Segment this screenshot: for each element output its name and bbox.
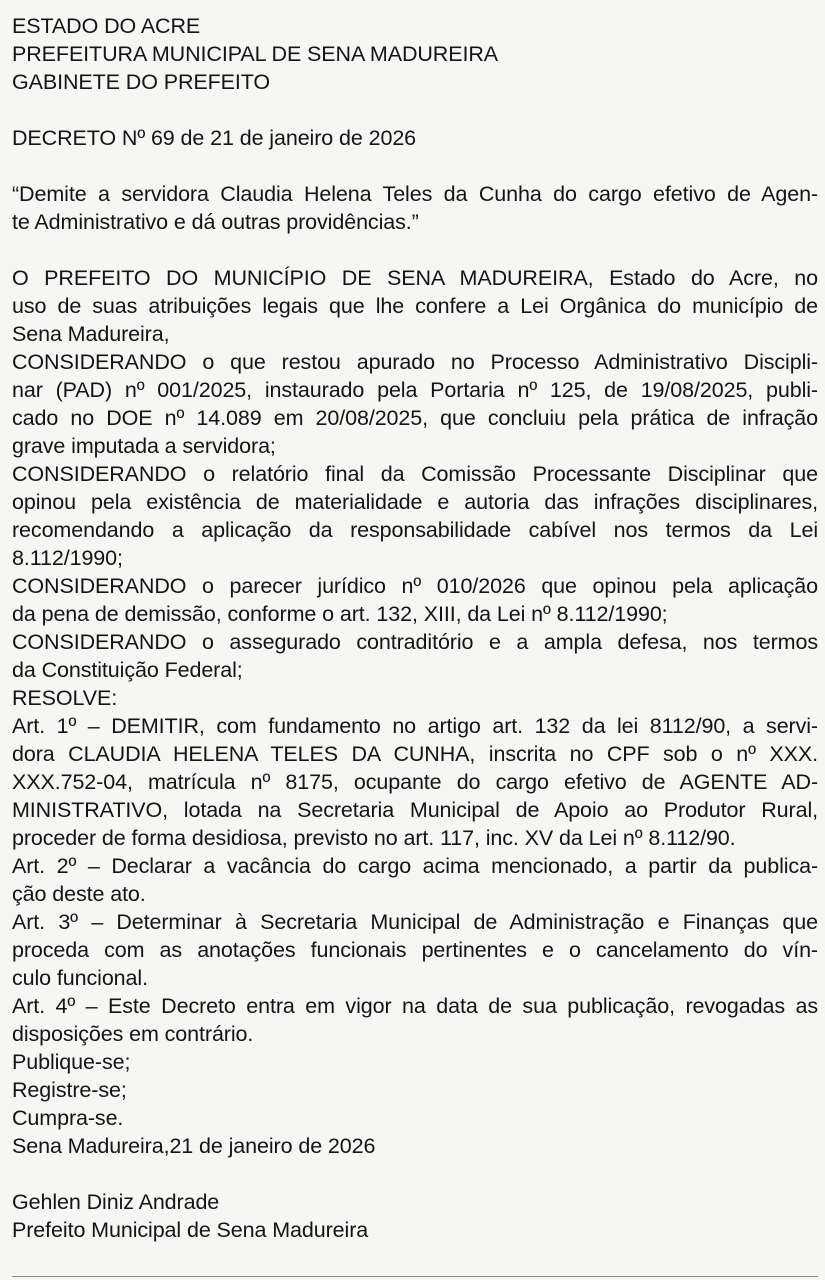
closing-place-date: Sena Madureira,21 de janeiro de 2026 [12,1134,376,1158]
summary-line: “Demite a servidora Claudia Helena Teles da Cunha do cargo efetivo de Agen- [12,182,818,206]
paragraph-line: 8.112/1990; [12,546,123,570]
header [12,12,818,96]
article-line: proceda com as anotações funcionais pertinentes e o cancelamento do vín- [12,938,818,962]
paragraph-line: CONSIDERANDO o assegurado contraditório e a ampla defesa, nos termos [12,630,818,654]
article-line: disposições em contrário. [12,1022,254,1046]
article-3 [12,908,818,992]
header-prefecture: PREFEITURA MUNICIPAL DE SENA MADUREIRA [12,42,499,66]
preamble [12,264,818,348]
signatory-name: Gehlen Diniz Andrade [12,1190,220,1214]
article-4 [12,992,818,1048]
paragraph-line: recomendando a aplicação da responsabilidade cabível nos termos da Lei [12,518,818,542]
paragraph-line: cado no DOE nº 14.089 em 20/08/2025, que concluiu pela prática de infração [12,406,818,430]
paragraph-line: da Constituição Federal; [12,658,243,682]
decree-document [12,12,818,1244]
paragraph-line: da pena de demissão, conforme o art. 132, XIII, da Lei nº 8.112/1990; [12,602,668,626]
spacer [12,152,818,180]
article-1 [12,712,818,852]
closing-register: Registre-se; [12,1078,127,1102]
header-office: GABINETE DO PREFEITO [12,70,271,94]
considerando-3 [12,572,818,628]
header-state: ESTADO DO ACRE [12,14,201,38]
spacer [12,96,818,124]
preamble-line: O PREFEITO DO MUNICÍPIO DE SENA MADUREIRA, Estado do Acre, no [12,266,818,290]
article-line: proceder de forma desidiosa, previsto no art. 117, inc. XV da Lei nº 8.112/90. [12,826,736,850]
signature [12,1188,818,1244]
article-line: Art. 2º – Declarar a vacância do cargo acima mencionado, a partir da publica- [12,854,818,878]
article-line: XXX.752-04, matrícula nº 8175, ocupante do cargo efetivo de AGENTE AD- [12,770,818,794]
bottom-divider [12,1276,818,1277]
article-line: Art. 3º – Determinar à Secretaria Municipal de Administração e Finanças que [12,910,818,934]
resolve-heading: RESOLVE: [12,686,118,710]
paragraph-line: grave imputada a servidora; [12,434,276,458]
signatory-role: Prefeito Municipal de Sena Madureira [12,1218,369,1242]
article-line: dora CLAUDIA HELENA TELES DA CUNHA, inscrita no CPF sob o nº XXX. [12,742,818,766]
closing-publish: Publique-se; [12,1050,131,1074]
preamble-line: uso de suas atribuições legais que lhe confere a Lei Orgânica do município de [12,294,818,318]
article-line: ção deste ato. [12,882,146,906]
closing [12,1048,818,1160]
article-2 [12,852,818,908]
considerando-2 [12,460,818,572]
article-line: Art. 1º – DEMITIR, com fundamento no artigo art. 132 da lei 8112/90, a servi- [12,714,818,738]
spacer [12,236,818,264]
paragraph-line: nar (PAD) nº 001/2025, instaurado pela Portaria nº 125, de 19/08/2025, publi- [12,378,818,402]
preamble-line: Sena Madureira, [12,322,170,346]
paragraph-line: CONSIDERANDO o parecer jurídico nº 010/2026 que opinou pela aplicação [12,574,818,598]
article-line: Art. 4º – Este Decreto entra em vigor na data de sua publicação, revogadas as [12,994,818,1018]
considerando-4 [12,628,818,684]
closing-comply: Cumpra-se. [12,1106,124,1130]
paragraph-line: CONSIDERANDO o relatório final da Comissão Processante Disciplinar que [12,462,818,486]
paragraph-line: opinou pela existência de materialidade e autoria das infrações disciplinares, [12,490,818,514]
summary-line: te Administrativo e dá outras providências.” [12,210,419,234]
spacer [12,1160,818,1188]
article-line: MINISTRATIVO, lotada na Secretaria Municipal de Apoio ao Produtor Rural, [12,798,818,822]
paragraph-line: CONSIDERANDO o que restou apurado no Processo Administrativo Discipli- [12,350,818,374]
article-line: culo funcional. [12,966,148,990]
decree-summary [12,180,818,236]
considerando-1 [12,348,818,460]
decree-title: DECRETO Nº 69 de 21 de janeiro de 2026 [12,126,417,150]
